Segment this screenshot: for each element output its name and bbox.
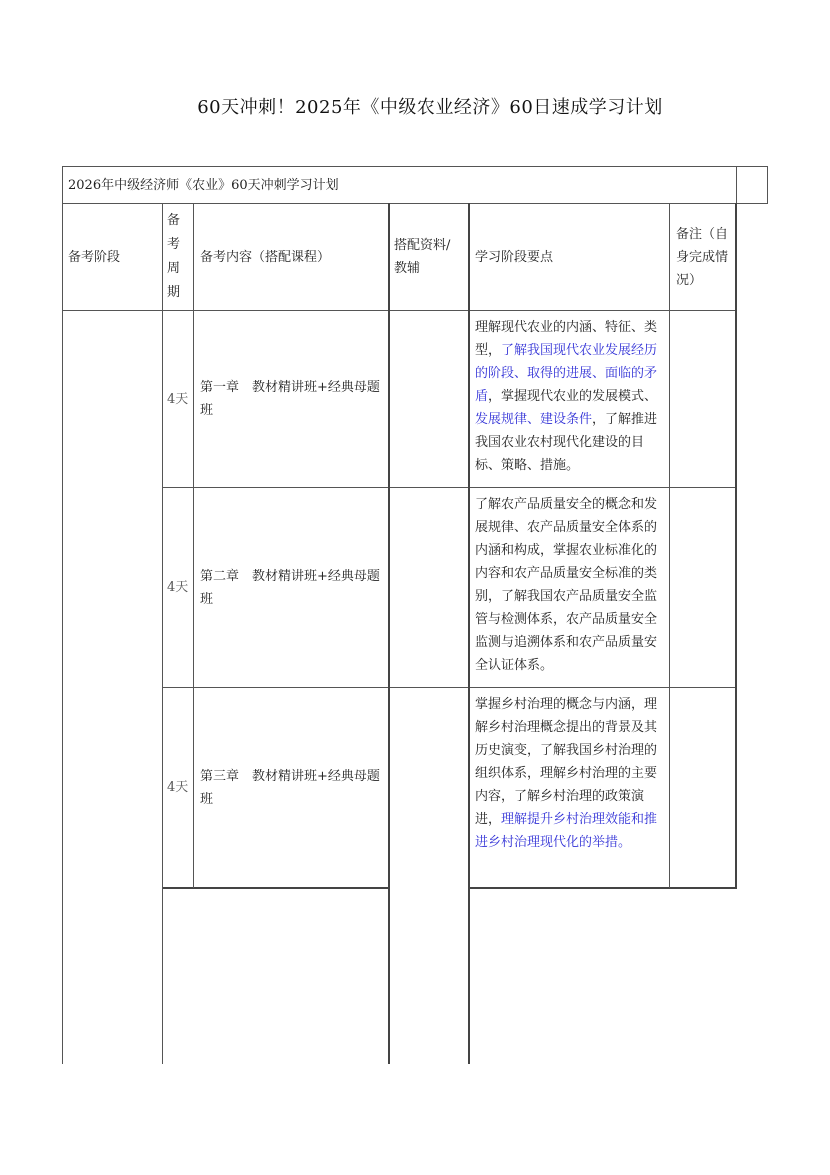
row-2-content	[200, 488, 384, 687]
col-period-left-border	[162, 203, 163, 1064]
caption-inner-divider	[736, 166, 737, 204]
row-3-key-point-seg-1: 掌握乡村治理的概念与内涵，理解乡村治理概念提出的背景及其历史演变，了解我国乡村治理的组织体系，理解乡村治理的主要内容，了解乡村治理的政策演进，	[475, 697, 658, 827]
page-title: 60天冲刺！2025年《中级农业经济》60日速成学习计划	[197, 97, 663, 118]
row-3-content	[200, 688, 384, 887]
col-content-left-border	[193, 203, 194, 888]
row-2-key-points	[475, 493, 663, 677]
row-1-key-point-seg-3: ，掌握现代农业的发展模式、	[488, 389, 658, 404]
header-notes-label: 备注（自身完成情况）	[676, 226, 729, 288]
row-3-key-point-seg-2: 理解提升乡村治理效能和推进乡村治理现代化的举措。	[475, 812, 658, 850]
row-1-content-label: 第一章 教材精讲班+经典母题班	[200, 380, 380, 418]
row-2-key-point-seg-1: 了解农产品质量安全的概念和发展规律、农产品质量安全体系的内涵和构成，掌握农业标准化的内容和农产品质量安全标准的类别，了解我国农产品质量安全监管与检测体系，农产品质量安全监测与追溯体系和农产品质量安全认证体系。	[475, 497, 658, 673]
header-key-points-label: 学习阶段要点	[475, 249, 554, 265]
row-1-key-point-seg-5: ，了解推进我国农业农村现代化建设的目标、策略、措施。	[475, 412, 658, 473]
header-materials-label: 搭配资料/教辅	[394, 238, 451, 276]
caption-right-border	[767, 166, 768, 204]
header-stage-label: 备考阶段	[68, 249, 121, 265]
row-1-key-point-seg-2: 了解我国现代农业发展经历的阶段、取得的进展、面临的矛盾	[475, 343, 658, 404]
col-notes-right-border	[735, 203, 737, 889]
col-materials-left-border	[388, 203, 390, 1064]
header-period	[167, 204, 181, 310]
row-1-key-point-seg-4: 发展规律、建设条件	[475, 412, 593, 427]
header-notes	[676, 204, 733, 310]
header-bottom-border	[62, 310, 737, 311]
row-3-bottom-border-left	[162, 887, 389, 889]
row-1-key-points	[475, 316, 663, 477]
col-keypoints-left-border	[468, 203, 470, 1064]
row-3-period: 4天	[167, 780, 189, 795]
row-3-key-points	[475, 693, 663, 854]
col-stage-left-border	[62, 166, 63, 1064]
row-1-key-point-seg-1: 理解现代农业的内涵、特征、类型，	[475, 320, 658, 358]
table-caption: 2026年中级经济师《农业》60天冲刺学习计划	[68, 177, 339, 193]
header-key-points	[475, 204, 667, 310]
header-content	[200, 204, 386, 310]
header-materials	[394, 204, 466, 310]
col-notes-left-border	[669, 203, 670, 888]
row-2-period: 4天	[167, 580, 189, 595]
header-stage	[68, 204, 160, 310]
row-3-content-label: 第三章 教材精讲班+经典母题班	[200, 768, 380, 807]
row-2-content-label: 第二章 教材精讲班+经典母题班	[200, 568, 380, 607]
header-period-label: 备考周期	[167, 213, 181, 300]
row-1-period: 4天	[167, 391, 189, 407]
row-1-content	[200, 311, 384, 487]
header-content-label: 备考内容（搭配课程）	[200, 249, 331, 265]
row-3-bottom-border-right	[469, 887, 737, 889]
